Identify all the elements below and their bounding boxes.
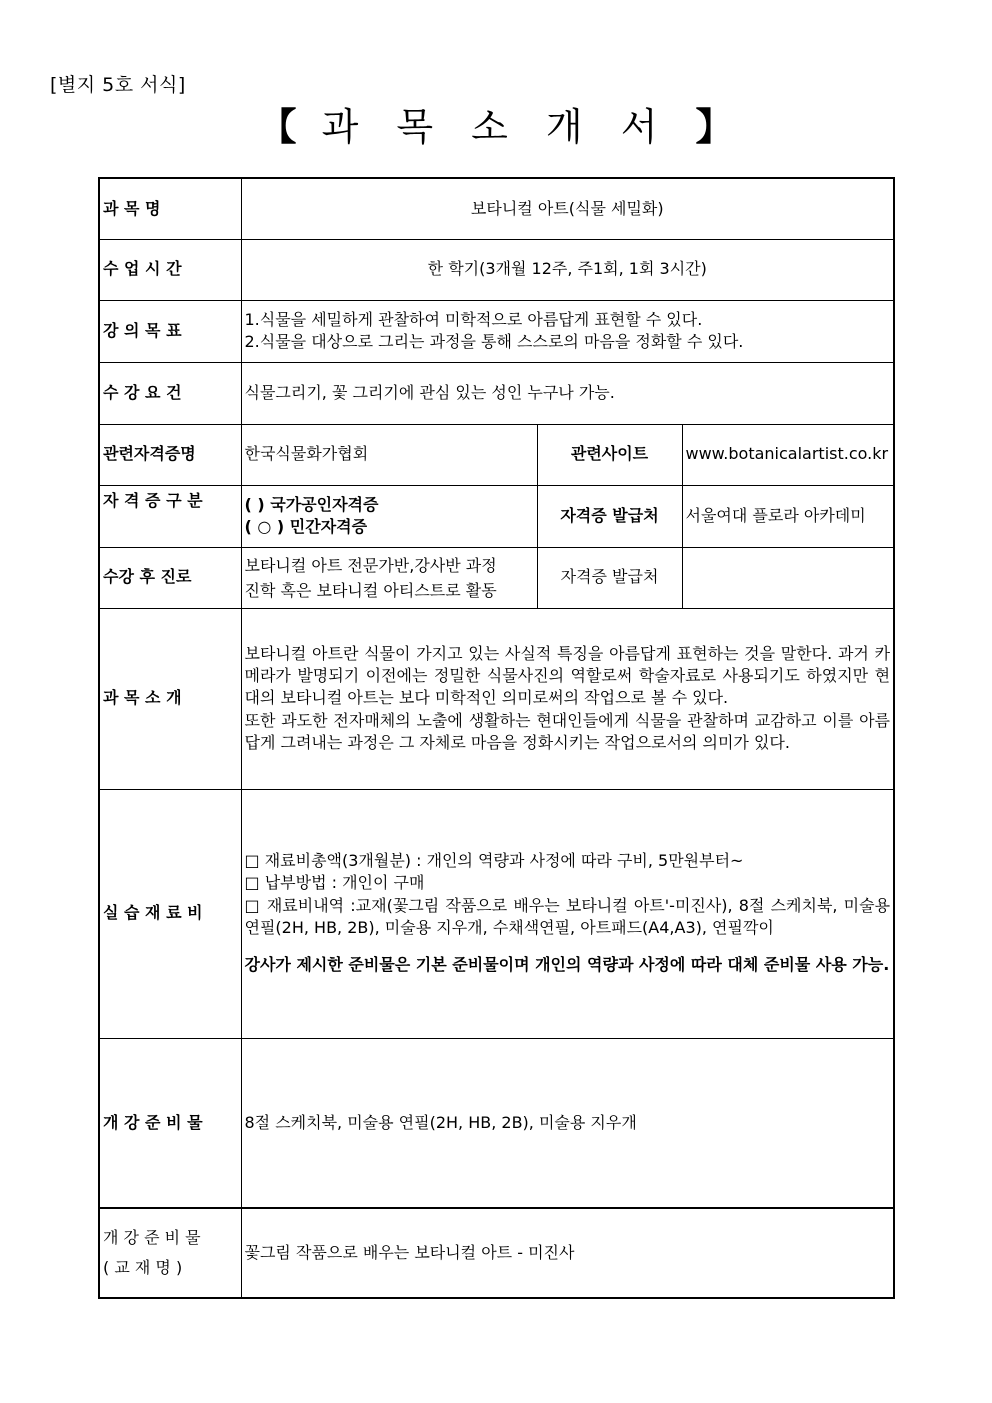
subject-value: 보타니컬 아트(식물 세밀화)	[241, 178, 894, 239]
title-open-bracket: 【	[258, 105, 297, 149]
textbook-label-line-2: ( 교 재 명 )	[103, 1258, 183, 1277]
row-materials	[99, 789, 894, 1038]
career-label: 수강 후 진로	[99, 547, 241, 608]
materials-note: 강사가 제시한 준비물은 기본 준비물이며 개인의 역량과 사정에 따라 대체 준비물 사용 가능.	[244, 955, 890, 975]
prep-label: 개 강 준 비 물	[99, 1038, 241, 1208]
career-line-2: 진학 혹은 보타니컬 아티스트로 활동	[244, 580, 497, 600]
objectives-label: 강 의 목 표	[99, 300, 241, 362]
textbook-label	[99, 1208, 241, 1298]
row-intro	[99, 608, 894, 789]
objectives-value	[241, 300, 894, 362]
subject-label: 과 목 명	[99, 178, 241, 239]
document-title	[0, 96, 992, 151]
row-career	[99, 547, 894, 608]
cert-type-value	[241, 485, 537, 547]
intro-paragraph-1: 보타니컬 아트란 식물이 가지고 있는 사실적 특징을 아름답게 표현하는 것을 말한다. 과거 카메라가 발명되기 이전에는 정밀한 식물사진의 역할로써 학술자료로 사용되기도 하였지만 현대의 보타니컬 아트는 보다 미학적인 의미로써의 작업으로 볼 수 있다.	[244, 643, 891, 708]
site-value: www.botanicalartist.co.kr	[682, 424, 894, 485]
issuer-value: 서울여대 플로라 아카데미	[682, 485, 894, 547]
row-prep	[99, 1038, 894, 1208]
certificate-value: 한국식물화가협회	[241, 424, 537, 485]
cert-type-label: 자 격 증 구 분	[99, 485, 241, 547]
course-intro-table	[98, 177, 895, 1299]
requirements-value: 식물그리기, 꽃 그리기에 관심 있는 성인 누구나 가능.	[241, 362, 894, 424]
materials-payment: □ 납부방법 : 개인이 구매	[244, 873, 425, 893]
form-number-label: [별지 5호 서식]	[50, 74, 186, 96]
materials-details: □ 재료비내역 :교재(꽃그림 작품으로 배우는 보타니컬 아트'-미진사), 8절 스케치북, 미술용 연필(2H, HB, 2B), 미술용 지우개, 수채색연필, 아트패드(A4,A3), 연필깍이	[244, 895, 891, 937]
issuer-label: 자격증 발급처	[537, 485, 682, 547]
certificate-label: 관련자격증명	[99, 424, 241, 485]
intro-label: 과 목 소 개	[99, 608, 241, 789]
textbook-value: 꽃그림 작품으로 배우는 보타니컬 아트 - 미진사	[241, 1208, 894, 1298]
site-label: 관련사이트	[537, 424, 682, 485]
career-line-1: 보타니컬 아트 전문가반,강사반 과정	[244, 555, 497, 575]
row-subject	[99, 178, 894, 239]
career-value	[241, 547, 537, 608]
row-certificate	[99, 424, 894, 485]
row-class-time	[99, 239, 894, 300]
cert-type-private: ( ○ ) 민간자격증	[244, 517, 368, 536]
issuer-value-2	[682, 547, 894, 608]
materials-total: □ 재료비총액(3개월분) : 개인의 역량과 사정에 따라 구비, 5만원부터~	[244, 850, 744, 870]
materials-label: 실 습 재 료 비	[99, 789, 241, 1038]
row-textbook	[99, 1208, 894, 1298]
row-objectives	[99, 300, 894, 362]
issuer-label-2: 자격증 발급처	[537, 547, 682, 608]
title-text: 과 목 소 개 서	[321, 105, 671, 149]
intro-paragraph-2: 또한 과도한 전자매체의 노출에 생활하는 현대인들에게 식물을 관찰하며 교감하고 이를 아름답게 그려내는 과정은 그 자체로 마음을 정화시키는 작업으로서의 의미가 있다.	[244, 710, 891, 753]
requirements-label: 수 강 요 건	[99, 362, 241, 424]
row-cert-type	[99, 485, 894, 547]
materials-value	[241, 789, 894, 1038]
objective-1: 1.식물을 세밀하게 관찰하여 미학적으로 아름답게 표현할 수 있다.	[244, 309, 703, 329]
cert-type-national: ( ) 국가공인자격증	[244, 495, 379, 514]
objective-2: 2.식물을 대상으로 그리는 과정을 통해 스스로의 마음을 정화할 수 있다.	[244, 332, 744, 351]
prep-value: 8절 스케치북, 미술용 연필(2H, HB, 2B), 미술용 지우개	[241, 1038, 894, 1208]
title-close-bracket: 】	[695, 105, 734, 149]
textbook-label-line-1: 개 강 준 비 물	[103, 1228, 201, 1247]
row-requirements	[99, 362, 894, 424]
class-time-label: 수 업 시 간	[99, 239, 241, 300]
class-time-value: 한 학기(3개월 12주, 주1회, 1회 3시간)	[241, 239, 894, 300]
intro-value	[241, 608, 894, 789]
